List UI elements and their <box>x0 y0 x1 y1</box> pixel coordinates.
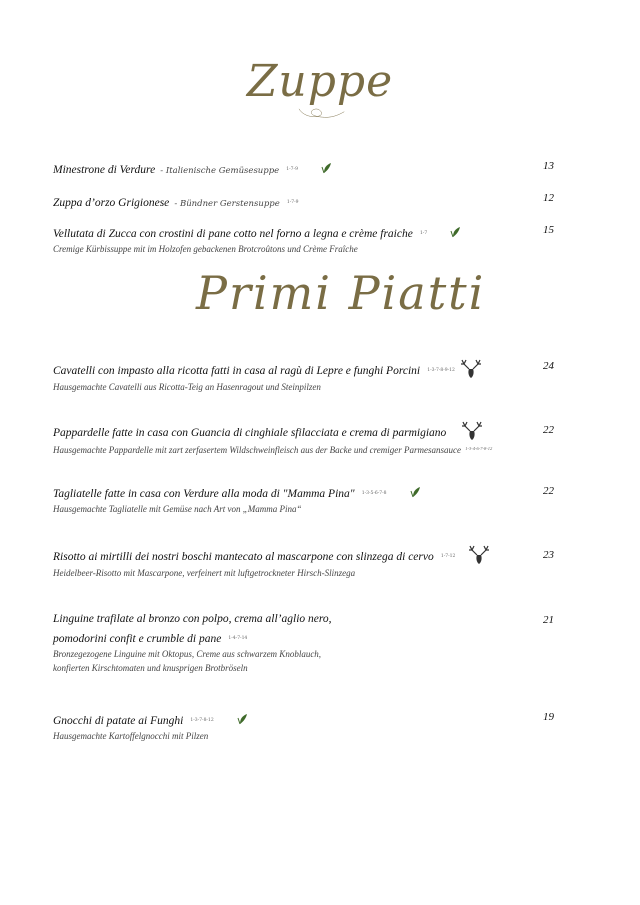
dish-description: Hausgemachte Tagliatelle mit Gemüse nach Art von „Mamma Pina“ <box>53 504 302 514</box>
section-heading-primi: Primi Piatti <box>196 266 486 320</box>
dish-description: Hausgemachte Cavatelli aus Ricotta-Teig an Hasenragout und Steinpilzen <box>53 382 321 392</box>
dish-price: 22 <box>543 485 554 497</box>
section-heading-zuppe <box>0 56 640 121</box>
dish-price: 23 <box>543 549 554 561</box>
menu-item <box>53 482 593 516</box>
vegetarian-leaf-icon <box>450 226 462 238</box>
deer-icon <box>461 420 483 442</box>
dish-translation: - Italienische Gemüsesuppe <box>160 166 280 176</box>
menu-item <box>53 709 593 743</box>
menu-item <box>53 158 593 178</box>
menu-item <box>53 612 593 675</box>
menu-item <box>53 191 593 211</box>
dish-description: Bronzegezogene Linguine mit Oktopus, Creme aus schwarzem Knoblauch, <box>53 649 322 659</box>
menu-item <box>53 544 593 580</box>
allergen-codes: 1-3-5-6-7-8 <box>361 491 387 496</box>
menu-item <box>53 222 593 256</box>
vegetarian-leaf-icon <box>237 713 249 725</box>
deer-icon <box>468 544 490 566</box>
allergen-codes: 1-3-4-6-7-8-12 <box>465 446 493 451</box>
allergen-codes: 1-3-7-8-9-12 <box>427 368 455 373</box>
dish-name: Pappardelle fatte in casa con Guancia di cinghiale sfilacciata e crema di parmigiano <box>53 427 447 439</box>
menu-item <box>53 420 613 457</box>
allergen-codes: 1-7-9 <box>286 200 299 205</box>
dish-price: 12 <box>543 192 554 204</box>
dish-description-cont: konfierten Kirschtomaten und knusprigen Brotbröseln <box>53 663 248 673</box>
dish-price: 15 <box>543 224 554 236</box>
dish-name: Linguine trafilate al bronzo con polpo, crema all’aglio nero, <box>53 613 332 625</box>
dish-price: 13 <box>543 160 554 172</box>
dish-description-row <box>53 442 613 457</box>
dish-name: Risotto ai mirtilli dei nostri boschi mantecato al mascarpone con slinzega di cervo <box>53 551 434 563</box>
section-heading-zuppe-text: Zuppe <box>246 56 394 107</box>
dish-description: Hausgemachte Pappardelle mit zart zerfasertem Wildschweinfleisch aus der Backe und cremiger Parmesansauce <box>53 445 462 455</box>
vegetarian-leaf-icon <box>410 486 422 498</box>
allergen-codes: 1-7-9 <box>286 167 298 172</box>
dish-name: Tagliatelle fatte in casa con Verdure alla moda di "Mamma Pina" <box>53 488 355 500</box>
dish-name-cont: pomodorini confit e crumble di pane <box>53 633 222 645</box>
vegetarian-leaf-icon <box>321 162 333 174</box>
dish-price: 22 <box>543 424 554 436</box>
dish-price: 21 <box>543 614 554 626</box>
dish-name: Vellutata di Zucca con crostini di pane cotto nel forno a legna e crème fraiche <box>53 228 413 240</box>
dish-name: Minestrone di Verdure <box>53 164 156 176</box>
dish-name: Zuppa d’orzo Grigionese <box>53 197 170 209</box>
dish-description: Heidelbeer-Risotto mit Mascarpone, verfeinert mit luftgetrockneter Hirsch-Slinzega <box>53 568 356 578</box>
menu-item <box>53 358 593 394</box>
dish-name: Cavatelli con impasto alla ricotta fatti in casa al ragù di Lepre e funghi Porcini <box>53 365 421 377</box>
dish-translation: - Bündner Gerstensuppe <box>174 199 280 209</box>
deer-icon <box>460 358 482 380</box>
dish-description: Cremige Kürbissuppe mit im Holzofen gebackenen Brotcroûtons und Crème Fraîche <box>53 244 358 254</box>
allergen-codes: 1-3-7-8-12 <box>190 718 214 723</box>
dish-description: Hausgemachte Kartoffelgnocchi mit Pilzen <box>53 731 209 741</box>
allergen-codes: 1-7-12 <box>440 554 456 559</box>
allergen-codes: 1-7 <box>419 231 428 236</box>
allergen-codes: 1-4-7-14 <box>228 636 248 641</box>
dish-price: 19 <box>543 711 554 723</box>
dish-name: Gnocchi di patate ai Funghi <box>53 715 184 727</box>
flourish-ornament <box>0 107 640 121</box>
dish-price: 24 <box>543 360 554 372</box>
